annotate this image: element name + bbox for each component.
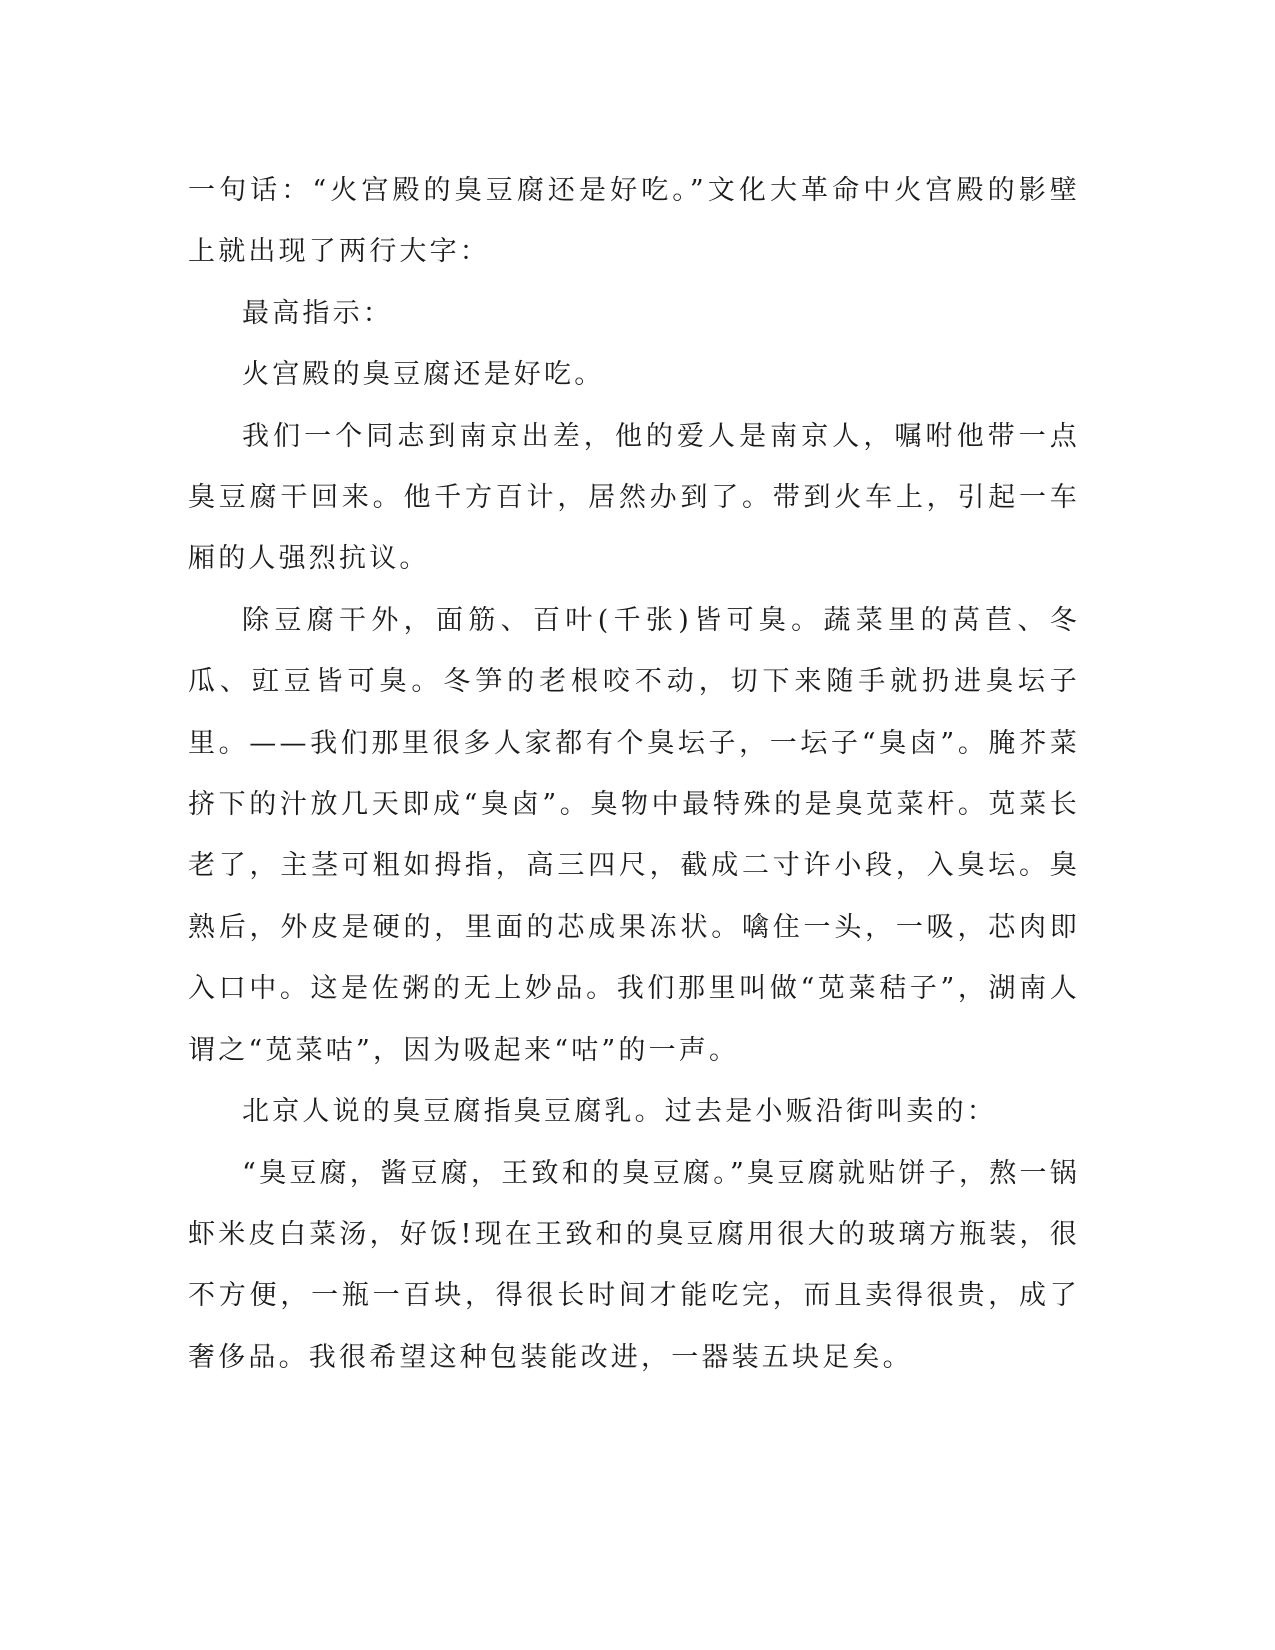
paragraph: “臭豆腐，酱豆腐，王致和的臭豆腐。”臭豆腐就贴饼子，熬一锅虾米皮白菜汤，好饭!现在王致和的臭豆腐用很大的玻璃方瓶装，很不方便，一瓶一百块，得很长时间才能吃完，而且卖得很贵，成了奢侈品。我很希望这种包装能改进，一器装五块足矣。 — [188, 1157, 1080, 1373]
paragraph: 最高指示： — [242, 297, 393, 329]
body-text — [188, 160, 1080, 1388]
paragraph: 我们一个同志到南京出差，他的爱人是南京人，嘱咐他带一点臭豆腐干回来。他千方百计，居然办到了。带到火车上，引起一车厢的人强烈抗议。 — [188, 420, 1080, 575]
paragraph: 一句话：“火宫殿的臭豆腐还是好吃。”文化大革命中火宫殿的影壁上就出现了两行大字： — [188, 175, 1080, 268]
paragraph: 北京人说的臭豆腐指臭豆腐乳。过去是小贩沿街叫卖的： — [242, 1096, 997, 1128]
paragraph: 除豆腐干外，面筋、百叶(千张)皆可臭。蔬菜里的莴苣、冬瓜、豇豆皆可臭。冬笋的老根咬不动，切下来随手就扔进臭坛子里。——我们那里很多人家都有个臭坛子，一坛子“臭卤”。腌芥菜挤下的汁放几天即成“臭卤”。臭物中最特殊的是臭苋菜杆。苋菜长老了，主茎可粗如拇指，高三四尺，截成二寸许小段，入臭坛。臭熟后，外皮是硬的，里面的芯成果冻状。噙住一头，一吸，芯肉即入口中。这是佐粥的无上妙品。我们那里叫做“苋菜秸子”，湖南人谓之“苋菜咕”，因为吸起来“咕”的一声。 — [188, 604, 1080, 1066]
paragraph: 火宫殿的臭豆腐还是好吃。 — [242, 359, 605, 391]
